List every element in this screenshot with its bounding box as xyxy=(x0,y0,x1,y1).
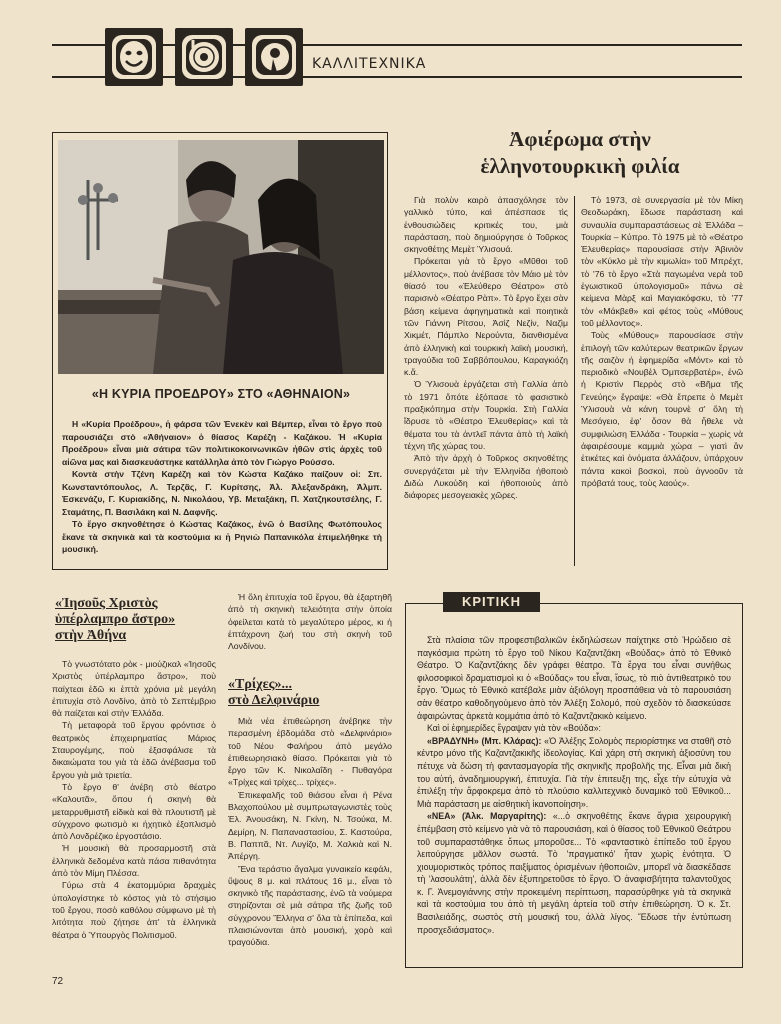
paragraph: Τὴ μεταφορὰ τοῦ ἔργου φρόντισε ὁ θεατρικὸς ἐπιχειρηματίας Μάριος Σταυρογέμης, ποὺ ἐξασφάλισε τὰ δικαιώματα του γιὰ τὰ ἐδῶ ἀνέβασμα τοῦ ἔργου γιὰ μιὰ τριετία. xyxy=(52,720,216,780)
paragraph: Μιὰ νέα ἐπιθεώρηση ἀνέβηκε τὴν περασμένη ἑβδομάδα στὸ «Δελφινάριο» τοῦ Νέου Φαλήρου ἀπὸ μεγάλο ἐπιθεωρησιακὸ θίασο. Πρόκειται γιὰ τὸ ἔργο τῶν Κ. Νικολαΐδη - Πυθαγόρα «Τρίχες καὶ τρίχες... τρίχες». xyxy=(228,716,392,788)
hair-article-body xyxy=(228,715,392,949)
title-line: στὸ Δελφινάριο xyxy=(228,693,320,708)
title-line: στὴν Ἀθήνα xyxy=(55,628,127,643)
title-line: «Ἰησοῦς Χριστὸς xyxy=(55,596,158,611)
paragraph: Ἡ μουσικὴ θὰ προσαρμοστῆ στὰ ἑλληνικὰ δεδομένα κατὰ πάσα πιθανότητα ἀπὸ τὸν Μίμη Πλέσσα. xyxy=(52,843,216,879)
section-title: ΚΑΛΛΙΤΕΧΝΙΚΑ xyxy=(312,56,427,72)
jesus-col-2 xyxy=(228,591,392,652)
paragraph: Γύρω στὰ 4 ἑκατομμύρια δραχμὲς ὑπολογίστηκε τὸ κόστος γιὰ τὸ στήσιμο τοῦ ἔργου, ποσὸ καθόλου σύμφωνο μὲ τὴ λιτότητα ποὺ ζήτησε ἀπ' τὰ ἑλληνικὰ θέατρα ὁ Ὑπουργὸς Πολιτισμοῦ. xyxy=(52,880,216,940)
paragraph: Τὸ γνωστότατο ρὸκ - μιούζικαλ «Ἰησοῦς Χριστὸς ὑπέρλαμπρο ἄστρο», ποὺ παίχτεαι ἐδῶ κι ἑπτὰ χρόνια μὲ μεγάλη ἐπιτυχία στὸ Λονδίνο, ἀπὸ τὸ Σεπτέμβριο θὰ παίζεται καὶ στὴν Ἑλλάδα. xyxy=(52,659,216,719)
paragraph xyxy=(417,735,731,811)
music-disc-icon xyxy=(175,28,233,86)
paragraph: Στὰ πλαίσια τῶν προφεστιβαλικῶν ἐκδηλώσεων παίχτηκε στὸ Ἡρώδειο σὲ παγκόσμια πρώτη τὸ ἔργο τοῦ Νίκου Καζαντζάκη «Βούδας» ἀπὸ τὸ Ἐθνικὸ Θέατρο. Ὁ Καζαντζάκης δὲν γράφει θέατρο. Τὰ ἔργα του εἶναι συνήθως φιλοσοφικοὶ δραματισμοὶ κι ὁ «Βούδας» του εἶναι, ἴσως, τὸ πιὸ ἀντιθεατρικὸ του ἔργο. Ὅμως τὸ Ἐθνικὸ κατέβαλε μιὰν ἀξιόλογη προσπάθεια νὰ τὸ παρουσιάση σὰν θέατρο καθοδηγούμενο ἀπὸ τὸν Ἀλέξη Σολομό, ποὺ σχεδὸν τὸ διασκεύασε ἀφαιρώντας ἀρκετὰ κομμάτια ἀπὸ τὸ Καζαντζακικὸ κείμενο. xyxy=(417,635,731,721)
palette-icon xyxy=(245,28,303,86)
paragraph: Τοὺς «Μύθους» παρουσίασε στὴν ἐπιλογὴ τῶν καλύτερων θεατρικῶν ἔργων τῆς σαιζὸν ἡ ἐφημερίδα «Μόντ» καὶ τὸ περιοδικὸ «Νουβὲλ Ὀμπσερβατέρ», ἐνῶ ἡ Κριστὶν Περρὸς στὸ «Βῆμα τῆς Γενεύης» ἔγραψε: «Θὰ ἔπρεπε ὁ Μεμὲτ Ὑλισουὰ νὰ κάνη τουρνὲ σ' ὅλη τὴ Μεσόγειο, ἐφ' ὅσον θὰ ἤθελε νὰ συμφιλιώση Ἑλλάδα - Τουρκία – χωρὶς νὰ ἀφαιρέσουμε καμμιὰ χώρα – γιατὶ ἂν ἐτικέτες καὶ ὀνόματα ἀλλάζουν, ὑπάρχουν πάντα κακοὶ βοσκοὶ, ποὺ ἀγνοοῦν τὰ πρόβατά τους, τοὺς λαούς». xyxy=(581,330,743,488)
title-line: ὑπέρλαμπρο ἄστρο» xyxy=(55,612,176,627)
paragraph: Η «Κυρία Προέδρου», ἡ φάρσα τῶν Ἐνεκὲν καὶ Βέμπερ, εἶναι τὸ ἔργο ποὺ παρουσιάζει στὸ «Ἀθήναιον» ὁ θίασος Καρέζη - Καζάκου. Ἡ «Κυρία Προέδρου» εἶναι μιὰ σάτιρα τῶν πολιτικοκοινωνικῶν ἠθῶν στὶς ἀρχὲς τοῦ αἰῶνα μας καὶ διασκευάστηκε κατάλληλα ἀπὸ τὸν Γιώργο Ρούσσο. xyxy=(62,419,382,467)
paragraph: Πρόκειται γιὰ τὸ ἔργο «Μῦθοι τοῦ μέλλοντος», ποὺ ἀνέβασε τὸν Μάιο μὲ τὸν θίασό του «Ἐλεύθερο Θέατρο» στὸ παρισινὸ «Θέατρο Ρὰπ». Τὸ ἔργο ἔχει σὰν βάση κείμενα ἀφηγηματικὰ καὶ ποιητικὰ τῶν Γιάννη Ρίτσου, Ἀσὶζ Νεζίν, Ναζὶμ Χικμέτ, Πάμπλο Νερούντα, διανθισμένα ἀπὸ ἑλληνικὴ καὶ τουρκικὴ λαϊκὴ μουσική, τραγούδια τοῦ Σαββόπουλου, Καραγκιόζη κ.ἄ. xyxy=(404,256,568,378)
title-line: «Τρίχες»... xyxy=(228,677,293,692)
quote-source: «ΒΡΑΔΥΝΗ» (Μπ. Κλάρας): xyxy=(427,735,542,746)
theatre-article-body xyxy=(62,418,382,556)
quote-source: «ΝΕΑ» (Ἀλκ. Μαργαρίτης): xyxy=(427,811,547,822)
theatre-article-title: «Η ΚΥΡΙΑ ΠΡΟΕΔΡΟΥ» ΣΤΟ «ΑΘΗΝΑΙΟΝ» xyxy=(91,387,351,401)
friendship-col-1 xyxy=(404,194,568,501)
paragraph: Τὸ 1973, σὲ συνεργασία μὲ τὸν Μίκη Θεοδωράκη, ἔδωσε παράσταση καὶ συναυλία συμπαραστάσεως σὲ Ἑλλάδα – Τουρκία – Κύπρο. Τὸ 1975 μὲ τὸ «Θέατρο Ἐλευθερίας» παρουσίασε στὴν Ἀβινιὸν τὸν «Κύκλο μὲ τὴν κιμωλία» τοῦ Μπρέχτ, τὸ '76 τὸ ἔργο «Στὰ παγωμένα νερὰ τοῦ ἐγωιστικοῦ ὑπολογισμοῦ» πάνω σὲ κείμενα Μὰρξ καὶ Μαγιακόφσκυ, τὸ '77 τὸν «Μάκβεθ» καὶ φέτος τοὺς «Μύθους τοῦ μέλλοντος». xyxy=(581,195,743,328)
review-tag: ΚΡΙΤΙΚΗ xyxy=(443,592,540,612)
quote-text: «...ὁ σκηνοθέτης ἔκανε ἄγρια χειρουργικὴ ἐπέμβαση στὸ κείμενο γιὰ νὰ τὸ παρουσιάση, καὶ ὁ θίασος τοῦ Ἐθνικοῦ Θεάτρου τοῦ συμπαραστάθηκε ὅπως μποροῦσε... Τὸ «φανταστικὸ ἐπίπεδο τοῦ ἔργου λειτούργησε μᾶλλον σωστά. Τὸ 'πραγματικό' ἦταν χωρὶς ἑνότητα. Ὁ χιουμοριστικὸς τρόπος παιξίματος ὁρισμένων ἠθοποιῶν, μπορεῖ νὰ διασκέδασε τὴ 'λασουλάτη', ἀλλὰ δὲν ἐξυπηρετοῦσε τὸ ἔργο. Ὁ ἀναφισβήτητα ταλαντοῦχος κ. Γ. Ἀνεμογιάννης στὴν προκειμένη περίπτωση, παρασύρθηκε γιὰ τὰ σκηνικὰ καὶ τὰ κοστούμια του ἀπὸ τὴ μεγάλη ἀρτεία τοῦ στὴν ἐπιθεώρηση. Ὁ κ. Στ. Βασιλειάδης, σωστὸς στὴ μουσική του, ἀλλὰ λίγος. Ἔδωσε τὴν ἐντύπωση προσχεδιάσματος». xyxy=(417,811,731,935)
paragraph: Τὸ ἔργο σκηνοθέτησε ὁ Κώστας Καζάκος, ἐνῶ ὁ Βασίλης Φωτόπουλος ἔκανε τὰ σκηνικὰ καὶ τὰ κοστούμια κι ἡ Ρηνιὼ Παπανικόλα ἐπιμελήθηκε τὴ μουσική. xyxy=(62,519,382,554)
theatre-photo xyxy=(58,140,384,374)
theatre-mask-icon xyxy=(105,28,163,86)
paragraph: Καὶ οἱ ἐφημερίδες ἔγραψαν γιὰ τὸν «Βούδα»: xyxy=(427,723,601,734)
paragraph: Γιὰ πολὺν καιρὸ ἀπασχόλησε τὸν γαλλικὸ τύπο, καὶ ἀπέσπασε τὶς ἐνθουσιώδεις κριτικές του, μιὰ παράσταση, ποὺ δημιούργησε ὁ Τοῦρκος σκηνοθέτης Μεμὲτ Ὑλισουά. xyxy=(404,195,568,255)
hair-article-title xyxy=(228,677,392,709)
review-body xyxy=(417,634,731,936)
jesus-article-title xyxy=(55,596,215,644)
paragraph: Ἀπὸ τὴν ἀρχὴ ὁ Τοῦρκος σκηνοθέτης συνεργάζεται μὲ τὴν Ἑλληνίδα ἠθοποιὸ Διδὼ Λυκούδη καὶ ἠθοποιοὺς ἀπὸ διάφορες μεσογειακὲς χῶρες. xyxy=(404,453,568,501)
quote-text: «Ὁ Ἀλέξης Σολομὸς περιορίστηκε να σταθῆ στὸ κέντρο μόνο τῆς Καζαντζακικῆς ἰδεολογίας. Καὶ χάρη στὴ σκηνικὴ ἀξιοσύνη του πέτυχε νὰ δώση τὴ φαντασμαγορία τῆς σκηνικῆς προβολῆς της. Εἶναι μιὰ δικὴ του αὐτή, ἀναδημιουργική, ἐπιτυχία. Γιὰ τὴν ἐπιτευξη της, εἶχε τὴν εὐτυχία νὰ ἐπιλέξη τὴν ἄρφοκρεμα ἀπὸ τὸ πλούσιο καλλιτεχνικὸ δυναμικὸ τοῦ Ἐθνικοῦ... Μιὰ παράσταση με αἰσθητικὴ ἱκανοποίηση». xyxy=(417,735,731,809)
paragraph: Ἐπικεφαλῆς τοῦ θιάσου εἶναι ἡ Ρένα Βλαχοπούλου μὲ συμπρωταγωνιστὲς τοὺς Ἐλ. Ἀνουσάκη, Ν. Γκίνη, Ν. Τσούκα, Μ. Δεμίρη, Ν. Παπαναστασίου, Σ. Καστούρα, Β. Παππᾶ, Ντ. Λυγίζο, Μ. Χαλκιὰ καὶ Ν. Ἀπέργη. xyxy=(228,789,392,862)
paragraph: Ὁ Ὑλισουὰ ἐργάζεται στὴ Γαλλία ἀπὸ τὸ 1971 ὅπότε ἐξόπασε τὸ φασιστικὸ πραξικόπημα στὴν Τουρκία. Στὴ Γαλλία ἵδρυσε τὸ «Θέατρο Ἐλευθερίας» καὶ τὰ θέματα του τὰ ἀντλεῖ πάντα ἀπὸ τὴ λαϊκὴ τέχνη τῆς χώρας του. xyxy=(404,379,568,451)
friendship-col-2 xyxy=(581,194,743,489)
paragraph: Ἡ ὅλη ἐπιτυχία τοῦ ἔργου, θὰ ἐξαρτηθῆ ἀπὸ τὴ σκηνικὴ τελειότητα στὴν ὁποία ὀφείλεται κατὰ τὸ μεγαλύτερο μέρος, κι ἡ ἑπτάχρονη ζωή του στὴ σκηνὴ τοῦ Λονδίνου. xyxy=(228,592,392,652)
page-number: 72 xyxy=(52,976,64,987)
paragraph xyxy=(417,810,731,936)
title-line: ἑλληνοτουρκικὴ φιλία xyxy=(480,154,680,178)
column-divider xyxy=(574,196,575,566)
title-line: Ἀφιέρωμα στὴν xyxy=(509,127,651,151)
paragraph: Ἕνα τεράστιο ἄγαλμα γυναικείο κεφάλι, ὕψους 8 μ. καὶ πλάτους 16 μ., εἶναι τὸ σκηνικὸ τῆς παράστασης, ἐνῶ τὰ νούμερα στηρίζονται σὲ μιὰ σάτιρα τῆς ζωῆς τοῦ σύγχρονου Ἕλληνα σ' ὅλα τὰ ἐπίπεδα, καὶ πλαισιώνονται ἀπὸ μουσική, χορὸ καὶ τραγούδια. xyxy=(228,863,392,948)
jesus-col-1 xyxy=(52,658,216,941)
friendship-article-title xyxy=(420,126,740,180)
paragraph: Τὸ ἔργο θ' ἀνέβη στὸ θέατρο «Καλουτᾶ», ὅπου ἡ σκηνὴ θὰ μεταρρυθμιστῆ εἰδικὰ καὶ θὰ πλουτιστῆ μὲ σύγχρονο φωτισμὸ κι ἠχητικὸ ἐξοπλισμὸ ἀπὸ Λονδρέζικο ἐργοστάσιο. xyxy=(52,781,216,842)
paragraph: Κοντὰ στὴν Τζένη Καρέζη καὶ τὸν Κώστα Καζάκο παίζουν οἱ: Σπ. Κωνσταντόπουλος, Λ. Τερζᾶς, Γ. Κυρίτσης, Ἀλ. Ἀλεξανδράκη, Ἀλμπ. Ἐσκενάζυ, Γ. Κυριακίδης, Ν. Νικολάου, Υβ. Μεταξάκη, Π. Χατζηκουτσέλης, Γ. Σταμάτης, Π. Βασιλάκη καὶ Ν. Δαφνῆς. xyxy=(62,469,382,517)
